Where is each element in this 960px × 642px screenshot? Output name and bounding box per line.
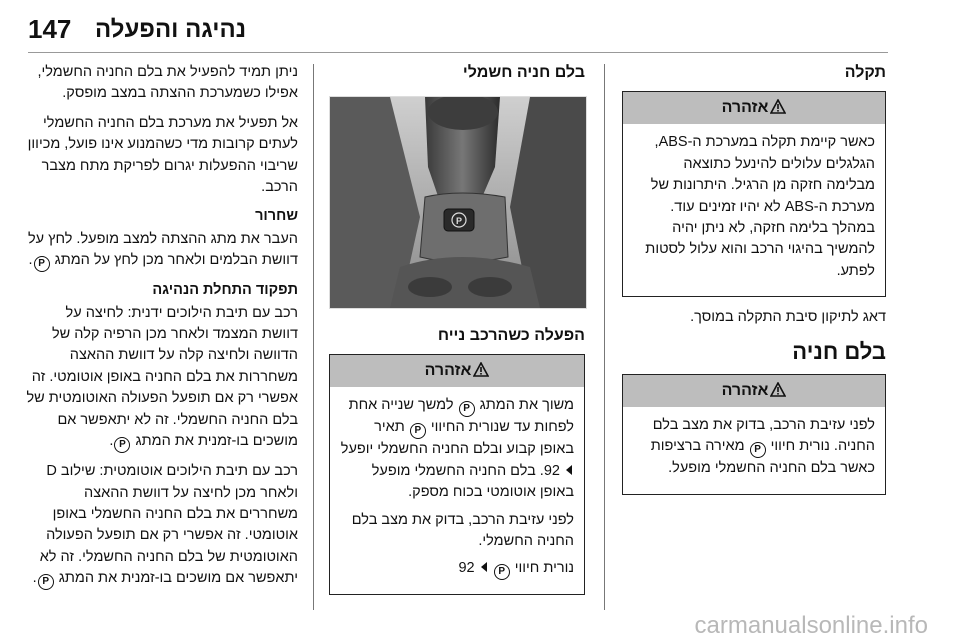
chapter-title: נהיגה והפעלה — [95, 16, 247, 43]
warning-paragraph-1 — [340, 395, 574, 503]
page-reference[interactable]: 92 — [458, 560, 475, 577]
warning-triangle-icon — [770, 99, 786, 114]
paragraph-battery-warning: אל תפעיל את מערכת בלם החניה החשמלי לעתים קרובות מדי כשהמנוע אינו פועל, מכיוון שריבוי ההפעלות יגרום לפריקת מתח מצבר הרכב. — [27, 114, 298, 196]
warning-paragraph-2: לפני עזיבת הרכב, בדוק את מצב בלם החניה החשמלי. — [351, 511, 574, 550]
paragraph-manual-transmission: רכב עם תיבת הילוכים ידנית: לחיצה על דוושת המצמד ולאחר מכן הרפיה קלה של הדוושה ולחיצה קלה על דוושת ההאצה משחררות את בלם החניה באופן אוטומטי. זה אפשרי רק אם תופעל הפעולה האוטומטית של בלם החניה החשמלי. זה לא יתאפשר אם מושכים בו-זמנית את המתג P. — [26, 303, 298, 453]
warning-heading — [623, 375, 885, 407]
warning-heading-text: אזהרה — [721, 382, 769, 400]
page-reference-arrow-icon — [479, 561, 489, 573]
parking-brake-symbol-icon: P — [410, 423, 426, 439]
text-segment: רכב עם תיבת הילוכים ידנית: לחיצה על דוושת המצמד ולאחר מכן הרפיה קלה של הדוושה ולחיצה קלה על דוושת ההאצה משחררות את בלם החניה באופן אוטומטי. זה אפשרי רק אם תופעל הפעולה האוטומטית של בלם החניה החשמלי. זה לא יתאפשר אם מושכים בו-זמנית את המתג — [26, 304, 298, 450]
right-column — [622, 62, 886, 505]
parking-brake-symbol-icon: P — [494, 564, 510, 580]
text-segment: . בלם החניה החשמלי מופעל באופן אוטומטי בכוח מספק. — [371, 462, 574, 501]
text-segment: העבר את מתג ההצתה למצב מופעל. לחץ על דוושת הבלמים ולאחר מכן לחץ על המתג — [28, 230, 298, 269]
switch-symbol-label: P — [455, 216, 463, 226]
text-segment: רכב עם תיבת הילוכים אוטומטית: שילוב D ולאחר מכן לחיצה על דוושת ההאצה משחררים את בלם החניה החשמלי באופן אוטומטי. זה אפשרי רק אם תופעל הפעולה האוטומטית של בלם החניה החשמלי. זה לא יתאפשר אם מושכים בו-זמנית את המתג — [39, 463, 298, 587]
warning-box-electric — [329, 354, 585, 595]
header-rule — [28, 52, 888, 53]
text-segment: מאירה ברציפות כאשר בלם החניה החשמלי מופעל. — [650, 438, 875, 477]
warning-box-parking-brake — [622, 374, 886, 495]
text-segment: משוך את המתג — [479, 397, 574, 414]
warning-heading-text: אזהרה — [424, 362, 472, 380]
subtitle-stationary: הפעלה כשהרכב נייח — [437, 327, 585, 344]
page-header — [0, 0, 960, 56]
page-reference-arrow-icon — [564, 464, 574, 476]
malfunction-advice: דאג לתיקון סיבת התקלה במוסך. — [690, 309, 886, 326]
text-segment: תאיר באופן קבוע ובלם החניה החשמלי יופעל — [340, 419, 574, 458]
paragraph-always-activate: ניתן תמיד להפעיל את בלם החניה החשמלי, אפילו כשמערכת ההצתה במצב מופסק. — [37, 64, 298, 102]
text-segment: למשך שנייה אחת לפחות עד שנורית החיווי — [348, 397, 574, 436]
warning-text-parking-brake — [633, 415, 875, 480]
warning-box-abs — [622, 91, 886, 297]
watermark-text: carmanualsonline.info — [694, 612, 928, 639]
section-title-electric-parking-brake: בלם חניה חשמלי — [462, 64, 585, 81]
warning-heading — [330, 355, 584, 387]
left-column — [26, 62, 298, 598]
page-reference[interactable]: 92 — [543, 462, 560, 479]
subtitle-release: שחרור — [255, 208, 298, 225]
warning-heading-text: אזהרה — [721, 99, 769, 117]
watermark — [0, 612, 960, 640]
middle-column — [329, 62, 585, 91]
parking-brake-photo — [329, 96, 587, 309]
warning-triangle-icon — [770, 382, 786, 397]
warning-text-abs: כאשר קיימת תקלה במערכת ה-ABS, הגלגלים עלולים להינעל כתוצאה מבלימה חזקה מן הרגיל. היתרונות של מערכת ה-ABS לא יהיו זמינים עוד. במהלך בלימה חזקה, לא ניתן יהיה להמשיך בהיגוי הרכב והוא עלול לסטות לפתע. — [645, 134, 875, 279]
section-title-malfunction: תקלה — [844, 64, 886, 81]
section-title-parking-brake: בלם חניה — [792, 338, 886, 364]
column-divider-right — [604, 64, 605, 610]
console-illustration — [330, 97, 586, 308]
paragraph-automatic-transmission: רכב עם תיבת הילוכים אוטומטית: שילוב D ולאחר מכן לחיצה על דוושת ההאצה משחררים את בלם החניה החשמלי באופן אוטומטי. זה אפשרי רק אם תופעל הפעולה האוטומטית של בלם החניה החשמלי. זה לא יתאפשר אם מושכים בו-זמנית את המתג P. — [26, 461, 298, 590]
text-segment: נורית חיווי — [514, 560, 574, 577]
warning-paragraph-3 — [340, 558, 574, 580]
page-number: 147 — [28, 14, 72, 44]
warning-triangle-icon — [473, 362, 489, 377]
middle-column-lower — [329, 325, 585, 605]
warning-heading — [623, 92, 885, 124]
parking-brake-symbol-icon: P — [38, 574, 54, 590]
parking-brake-symbol-icon: P — [34, 256, 50, 272]
text-segment: לפני עזיבת הרכב, בדוק את מצב בלם החניה. נורית חיווי — [652, 417, 875, 455]
parking-brake-symbol-icon: P — [750, 442, 766, 458]
parking-brake-symbol-icon: P — [459, 401, 475, 417]
column-divider-left — [313, 64, 314, 610]
parking-brake-symbol-icon: P — [114, 437, 130, 453]
subtitle-drive-away: תפקוד התחלת הנהיגה — [152, 282, 298, 299]
paragraph-release: העבר את מתג ההצתה למצב מופעל. לחץ על דוושת הבלמים ולאחר מכן לחץ על המתג P. — [26, 229, 298, 272]
